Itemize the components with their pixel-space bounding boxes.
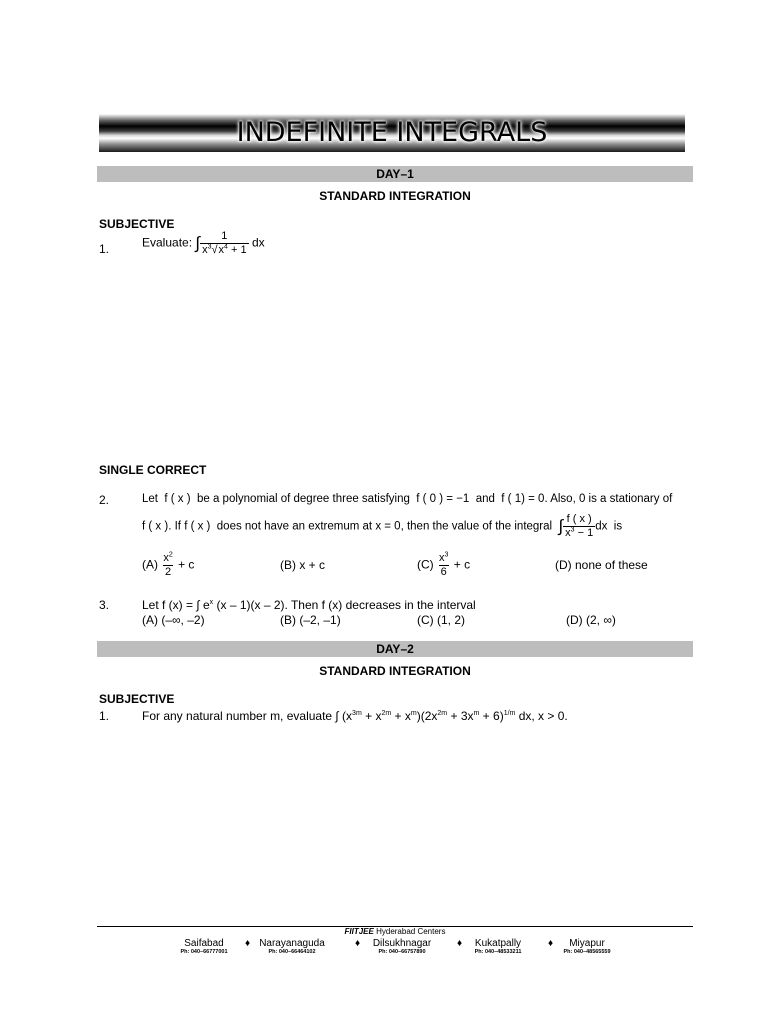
day1-topic: STANDARD INTEGRATION (319, 189, 471, 203)
day1-q3-option-b: (B) (–2, –1) (280, 613, 341, 627)
footer-separator: ♦ (457, 938, 463, 949)
footer-center-saifabad: Saifabad Ph: 040–66777001 (180, 938, 228, 955)
footer-center-kukatpally: Kukatpally Ph: 040–48533211 (474, 938, 522, 955)
footer-separator: ♦ (355, 938, 361, 949)
footer-separator: ♦ (548, 938, 554, 949)
day1-q1-prefix: Evaluate: (142, 235, 193, 250)
day1-q2-option-c: (C) $\frac{x^3}{6}$ + c (417, 551, 471, 578)
day1-q2-line1: Let f ( x ) be a polynomial of degree three satisfying f ( 0 ) = −1 and f ( 1) = 0. Also, 0 is a stationary of (142, 493, 673, 505)
day1-subjective-heading: SUBJECTIVE (99, 217, 175, 231)
day1-q2-option-a: (A) $\frac{x^2}{2}$ + c (142, 551, 195, 578)
day1-q3-number: 3. (99, 598, 110, 612)
footer-center-narayanaguda: Narayanaguda Ph: 040–66464102 (259, 938, 325, 955)
day1-q3-text: Let f (x) = ∫ $e^x$ (x – 1)(x – 2). Then f (x) decreases in the interval (142, 598, 476, 612)
single-correct-heading: SINGLE CORRECT (99, 463, 207, 477)
day1-q1-numerator: 1 (221, 230, 228, 242)
page-title: INDEFINITE INTEGRALS (236, 117, 548, 148)
day1-q3-option-c: (C) (1, 2) (417, 613, 465, 627)
footer-separator: ♦ (245, 938, 251, 949)
day1-q3-option-a: (A) (–∞, –2) (142, 613, 205, 627)
day1-header: DAY–1 (97, 166, 693, 182)
day2-subjective-heading: SUBJECTIVE (99, 692, 175, 706)
day1-q1-fraction: $\frac{1}{x^3√x^4 + 1}$ (202, 230, 247, 256)
day1-q1-suffix: dx (251, 235, 265, 250)
footer-center-dilsukhnagar: Dilsukhnagar Ph: 040–66757890 (372, 938, 432, 955)
day1-q2-integral-fraction: $\frac{f ( x )}{x^3 - 1}$ (565, 513, 594, 539)
footer-center-miyapur: Miyapur Ph: 040–48565559 (563, 938, 611, 955)
footer-brand (97, 927, 693, 936)
day2-header: DAY–2 (97, 641, 693, 657)
day2-q1-text: For any natural number m, evaluate ∫ $(x^{3m} + x^{2m} + x^m)(2x^{2m} + 3x^m + 6)^{1/m}$ dx, x > 0. (142, 709, 568, 723)
day2-topic: STANDARD INTEGRATION (319, 664, 471, 678)
day1-q1-number: 1. (99, 242, 110, 256)
day1-q2-number: 2. (99, 493, 110, 507)
day1-q2-option-b: (B) x + c (280, 558, 326, 572)
title-banner (99, 114, 685, 152)
day1-q3-option-d: (D) (2, ∞) (566, 613, 616, 627)
fiitjee-logo: FIITJEE (344, 927, 374, 936)
day1-q2-line2: f ( x ). If f ( x ) does not have an extremum at x = 0, then the value of the integral ∫ $\frac{f ( x )}{x^3 - 1}$ dx is (142, 513, 623, 539)
day2-q1-number: 1. (99, 709, 110, 723)
footer-centers-label: Hyderabad Centers (376, 927, 446, 936)
day1-q1: Evaluate: ∫ $\frac{1}{x^3√x^4 + 1}$ dx (142, 230, 265, 256)
day1-q2-option-d: (D) none of these (555, 558, 648, 572)
